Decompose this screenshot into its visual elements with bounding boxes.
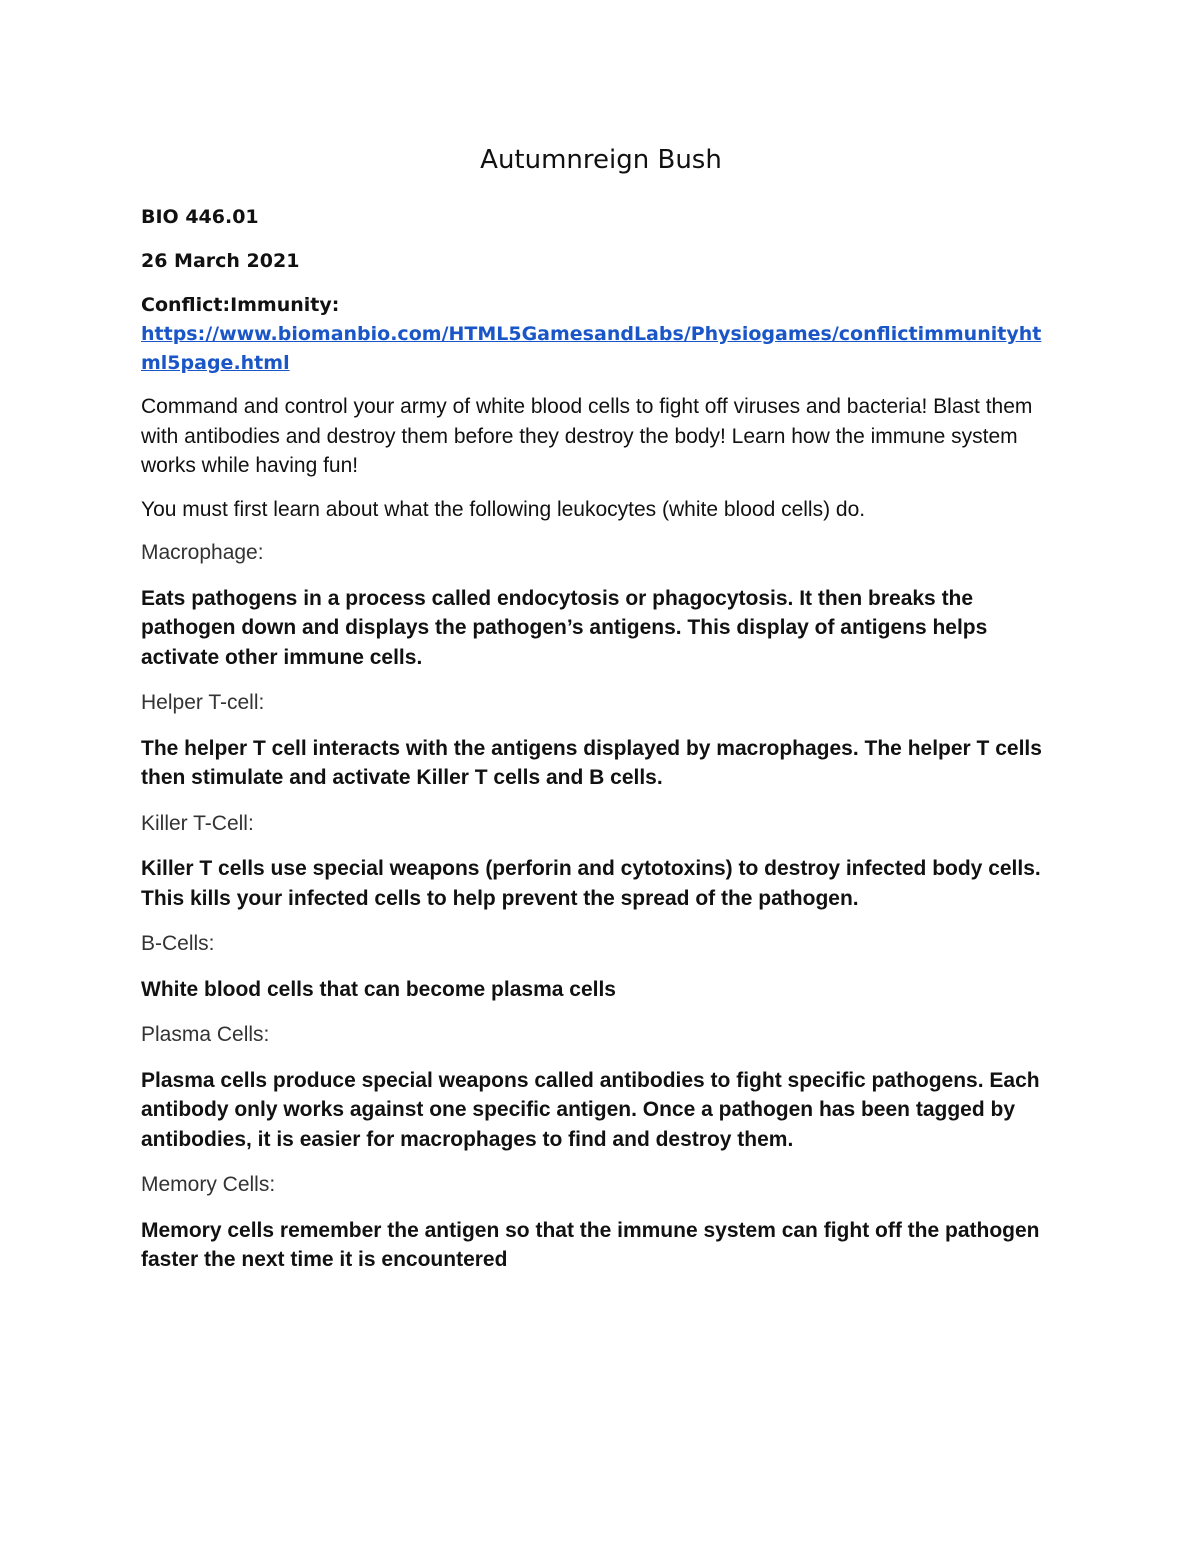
author-name: Autumnreign Bush	[480, 145, 722, 175]
game-description: Command and control your army of white blood cells to fight off viruses and bacteria! Blast them with antibodies and destroy them before they destroy the body! Learn how the immune system works while having fun!	[141, 395, 1033, 477]
game-link[interactable]: https://www.biomanbio.com/HTML5GamesandLabs/Physiogames/conflictimmunityhtml5page.html	[141, 323, 1042, 374]
game-title: Conflict:Immunity:	[141, 294, 340, 316]
cell-answer-memory-cells: Memory cells remember the antigen so that the immune system can fight off the pathogen faster the next time it is encountered	[141, 1218, 1040, 1271]
instruction-text: You must first learn about what the following leukocytes (white blood cells) do.	[141, 497, 866, 521]
cell-label-b-cells: B-Cells:	[141, 932, 215, 955]
cell-label-plasma-cells: Plasma Cells:	[141, 1023, 270, 1046]
document-date: 26 March 2021	[141, 250, 300, 272]
course-code: BIO 446.01	[141, 206, 259, 228]
cell-label-killer-t: Killer T-Cell:	[141, 811, 254, 835]
document-body	[141, 140, 1061, 1291]
cell-answer-killer-t: Killer T cells use special weapons (perforin and cytotoxins) to destroy infected body cells. This kills your infected cells to help prevent the spread of the pathogen.	[141, 857, 1041, 910]
cell-label-macrophage: Macrophage:	[141, 541, 264, 564]
cell-label-memory-cells: Memory Cells:	[141, 1173, 276, 1196]
cell-answer-helper-t: The helper T cell interacts with the antigens displayed by macrophages. The helper T cells then stimulate and activate Killer T cells and B cells.	[141, 736, 1042, 789]
cell-answer-macrophage: Eats pathogens in a process called endocytosis or phagocytosis. It then breaks the pathogen down and displays the pathogen’s antigens. This display of antigens helps activate other immune cells.	[141, 586, 988, 669]
cell-answer-b-cells: White blood cells that can become plasma cells	[141, 977, 616, 1001]
cell-answer-plasma-cells: Plasma cells produce special weapons called antibodies to fight specific pathogens. Each antibody only works against one specific antigen. Once a pathogen has been tagged by antibodies, it is easier for macrophages to find and destroy them.	[141, 1068, 1040, 1151]
cell-label-helper-t: Helper T-cell:	[141, 691, 265, 714]
